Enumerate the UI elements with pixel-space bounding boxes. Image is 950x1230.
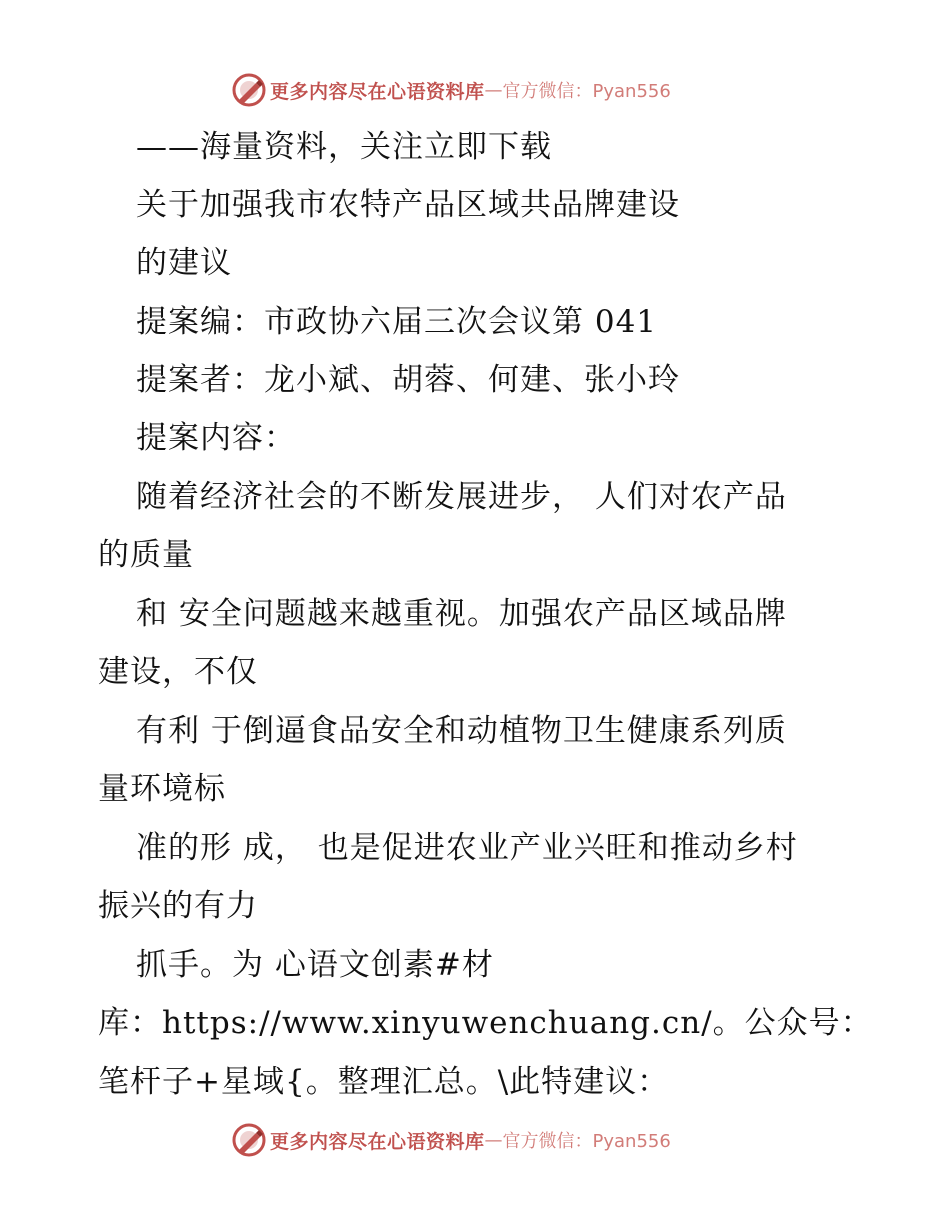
watermark-dash: —	[484, 1129, 503, 1151]
doc-line: 随着经济社会的不断发展进步， 人们对农产品	[136, 479, 787, 515]
doc-title-line: 关于加强我市农特产品区域共品牌建设	[136, 187, 680, 223]
watermark-contact: 官方微信：Pyan556	[502, 1131, 671, 1152]
doc-line: 提案内容：	[136, 420, 296, 456]
doc-line: 建设，不仅	[98, 654, 258, 690]
watermark-dash: —	[484, 79, 503, 101]
doc-line: 振兴的有力	[98, 888, 258, 924]
doc-line: 提案者：龙小斌、胡蓉、何建、张小玲	[136, 362, 680, 398]
doc-line: 库：https://www.xinyuwenchuang.cn/。公众号：	[98, 1005, 873, 1041]
doc-line: 有利 于倒逼食品安全和动植物卫生健康系列质	[136, 713, 787, 749]
doc-line: 准的形 成， 也是促进农业产业兴旺和推动乡村	[136, 830, 798, 866]
watermark-contact: 官方微信：Pyan556	[502, 81, 671, 102]
watermark-title: 更多内容尽在心语资料库	[270, 80, 485, 103]
doc-line: 量环境标	[98, 771, 226, 807]
watermark-title: 更多内容尽在心语资料库	[270, 1130, 485, 1153]
doc-line: 的质量	[98, 537, 194, 573]
doc-line: 和 安全问题越来越重视。加强农产品区域品牌	[136, 596, 787, 632]
doc-line: 抓手。为 心语文创素#材	[136, 947, 494, 983]
doc-line: 提案编：市政协六届三次会议第 041	[136, 304, 658, 340]
doc-line: 笔杆子+星域{。整理汇总。\此特建议：	[98, 1064, 670, 1100]
doc-line: ——海量资料，关注立即下载	[136, 129, 552, 165]
pen-circle-logo-icon	[232, 1123, 266, 1157]
footer-watermark	[232, 1122, 671, 1158]
doc-title-line: 的建议	[136, 245, 232, 281]
